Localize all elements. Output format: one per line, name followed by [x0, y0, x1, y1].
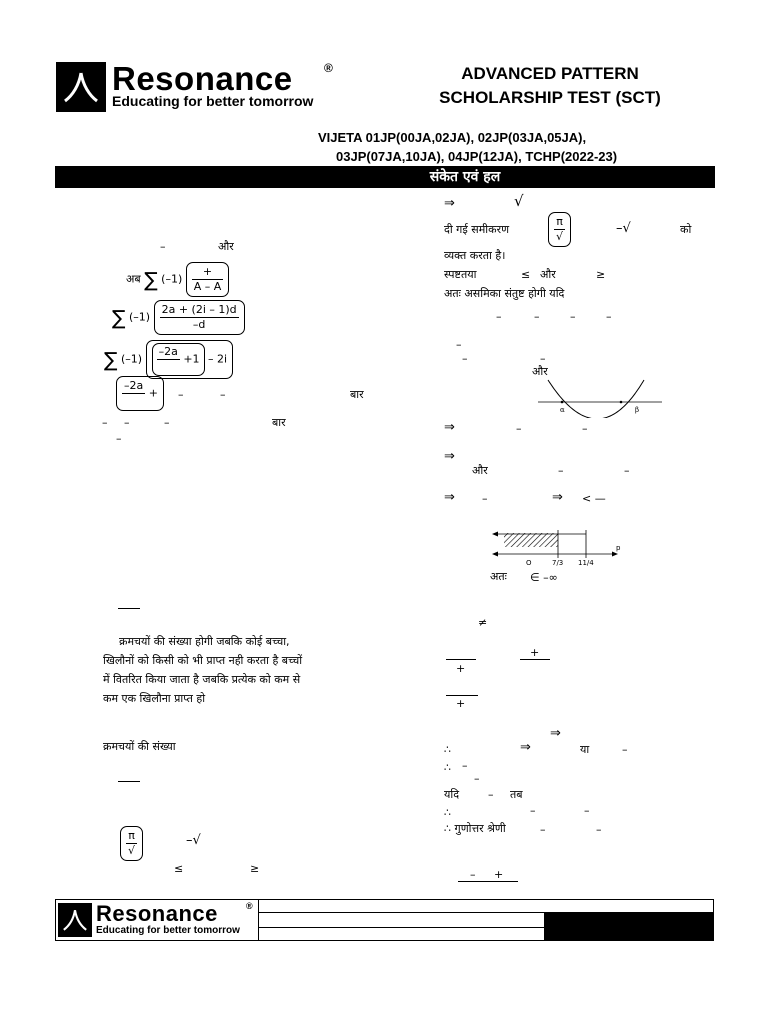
sum-expression-1	[126, 262, 229, 297]
r12-dash: –	[482, 492, 488, 505]
left-minus-sqrt: –√	[186, 833, 201, 848]
expr4-paren	[116, 376, 164, 411]
r14-ne: ≠	[478, 616, 488, 629]
sum3-fraction	[157, 345, 180, 374]
footer-brand: Resonance	[96, 901, 218, 926]
para-line-1: क्रमचयों की संख्या होगी जबकि कोई बच्चा,	[119, 635, 290, 648]
r23-dash-1: –	[540, 823, 546, 836]
arrow-right-icon	[612, 552, 618, 557]
r21-tab: तब	[510, 788, 523, 801]
r2-minus-sqrt: –√	[616, 221, 631, 236]
arrow-left-top-icon	[492, 532, 498, 537]
r23-dash-2: –	[596, 823, 602, 836]
batch-codes-line2: 03JP(07JA,10JA), 04JP(12JA), TCHP(2022-23)	[336, 149, 618, 164]
arrow-left-icon	[492, 552, 498, 557]
l6-dash-1: –	[102, 416, 108, 429]
para-line-3: में वितरित किया जाता है जबकि प्रत्येक को कम से	[103, 673, 301, 686]
r4-le: ≤	[521, 268, 531, 281]
r9-dash-1: –	[516, 422, 522, 435]
alpha-label: α	[560, 406, 565, 414]
r18-ya: या	[580, 743, 590, 756]
r2-pi-expression	[548, 212, 571, 247]
left-pi-fraction	[126, 829, 137, 858]
l6-dash-3: –	[164, 416, 170, 429]
r7-dash-1: –	[456, 338, 462, 351]
resonance-arch-icon	[61, 67, 101, 107]
l1-dash: –	[160, 240, 166, 253]
r18-therefore: ∴	[444, 743, 451, 756]
r19-therefore: ∴	[444, 761, 451, 774]
r18-dash: –	[622, 743, 628, 756]
r9-dash-2: –	[582, 422, 588, 435]
left-pi-paren	[120, 826, 143, 861]
tick-o: O	[526, 559, 532, 567]
l7-dash: –	[116, 432, 122, 445]
r15-fraction-bar-1	[446, 659, 476, 660]
r20-dash: –	[474, 772, 480, 785]
sum-expression-3	[104, 340, 233, 379]
parabola-root-alpha	[561, 401, 564, 404]
r5-atah-line: अतः असमिका संतुष्ट होगी यदि	[444, 287, 565, 300]
r3-vyakt: व्यक्त करता है।	[444, 249, 506, 262]
neg-one-power: (–1)	[120, 352, 143, 366]
para-line-4: कम एक खिलौना प्राप्त हो	[103, 692, 206, 705]
r2-pi-denominator: √	[556, 230, 564, 243]
tick-11-4: 11/4	[578, 559, 594, 567]
r16-plus: +	[456, 697, 466, 710]
r21-yadi: यदि	[444, 788, 460, 801]
neg-one-power: (–1)	[128, 310, 151, 324]
r8-aur: और	[532, 365, 548, 378]
tick-7-3: 7/3	[552, 559, 564, 567]
r22-dash-1: –	[530, 804, 536, 817]
r2-ko: को	[680, 223, 692, 236]
section-band-title: संकेत एवं हल	[429, 169, 501, 185]
sum3-plus-one: +1	[183, 352, 200, 366]
r18-implies: ⇒	[520, 740, 531, 755]
footer-black-block	[544, 912, 713, 940]
shaded-interval	[504, 533, 558, 547]
footer-reg-mark: ®	[246, 901, 254, 911]
expr4-dash-1: –	[178, 388, 184, 401]
footer-divider-vertical	[258, 900, 259, 940]
section-band	[55, 166, 715, 188]
r6-dash-2: –	[534, 310, 540, 323]
sum1-label: अब	[126, 272, 141, 286]
sum1-fraction	[192, 265, 224, 294]
expr4-denominator-blank	[122, 394, 145, 408]
parabola-graph	[538, 378, 662, 418]
l1-and: और	[218, 240, 234, 253]
sum2-numerator: 2a + (2i – 1)d	[161, 303, 237, 316]
sum2-denominator: –d	[192, 318, 206, 331]
footer	[55, 899, 714, 941]
expr4-dash-2: –	[220, 388, 226, 401]
para-line-2: खिलौनों को किसी को भी प्राप्त नही करता है बच्चों	[103, 654, 303, 667]
sum3-inner-paren	[152, 343, 205, 376]
sum-expression-2	[112, 300, 245, 335]
r2-eq-label: दी गई समीकरण	[444, 223, 510, 236]
sum3-paren	[146, 340, 234, 379]
expr4-fraction	[122, 379, 145, 408]
r12-implies-1: ⇒	[444, 490, 455, 505]
r15-plus-1: +	[530, 646, 540, 659]
sum3-numerator: –2a	[158, 345, 178, 358]
brand-name: Resonance	[112, 60, 293, 97]
expression-4	[116, 376, 164, 411]
axis-p-label: p	[616, 544, 621, 552]
r6-dash-3: –	[570, 310, 576, 323]
logo-mark-icon	[56, 62, 106, 112]
r23-gunottar: ∴ गुणोत्तर श्रेणी	[444, 822, 506, 835]
batch-codes-line1: VIJETA 01JP(00JA,02JA), 02JP(03JA,05JA),	[318, 130, 587, 145]
r13-in-inf: ∈ –∞	[530, 571, 558, 584]
r1-implies: ⇒	[444, 196, 455, 211]
permutation-paragraph	[103, 632, 373, 708]
fraction-bar-2	[118, 781, 140, 782]
expr4-plus: +	[148, 386, 158, 400]
r6-dash-1: –	[496, 310, 502, 323]
footer-logo-mark-icon	[58, 903, 92, 937]
parabola-root-beta	[620, 401, 623, 404]
r4-aur: और	[540, 268, 556, 281]
r13-atah: अतः	[490, 570, 507, 583]
sum1-denominator: A – A	[193, 280, 222, 293]
r24-plus: +	[494, 868, 504, 881]
sigma-symbol: ∑	[104, 347, 118, 372]
r11-aur: और	[472, 464, 488, 477]
number-line-graph	[490, 528, 624, 568]
r24-fraction-bar	[458, 881, 518, 882]
r7-dash-3: –	[540, 352, 546, 365]
r2-pi-paren	[548, 212, 571, 247]
neg-one-power: (–1)	[161, 272, 183, 286]
fraction-bar-1	[118, 608, 140, 609]
left-pi-denominator: √	[128, 844, 136, 857]
beta-label: β	[635, 406, 640, 414]
r9-implies: ⇒	[444, 420, 455, 435]
r1-sqrt: √	[514, 192, 524, 210]
r2-pi-fraction	[554, 215, 565, 244]
r21-dash: –	[488, 788, 494, 801]
test-title-line1: ADVANCED PATTERN	[461, 64, 639, 83]
r19-dash: –	[462, 759, 468, 772]
sum3-minus-2i: – 2i	[208, 352, 228, 366]
r4-spasht: स्पष्टतया	[444, 268, 477, 281]
l6-dash-2: –	[124, 416, 130, 429]
r10-implies: ⇒	[444, 449, 455, 464]
left-pi-numerator: π	[126, 829, 137, 844]
expr4-baar: बार	[350, 388, 364, 401]
footer-tagline: Educating for better tomorrow	[96, 925, 240, 936]
test-title	[410, 62, 690, 110]
r17-implies: ⇒	[550, 726, 561, 741]
sum3-denominator-blank	[157, 360, 180, 374]
r12-implies-2: ⇒	[552, 490, 563, 505]
r22-therefore: ∴	[444, 806, 451, 819]
r15-plus-2: +	[456, 662, 466, 675]
sum2-fraction	[160, 303, 239, 332]
left-pi-expression	[120, 826, 143, 861]
test-title-line2: SCHOLARSHIP TEST (SCT)	[439, 88, 661, 107]
r4-ge: ≥	[596, 268, 606, 281]
sum1-paren	[186, 262, 230, 297]
l6-baar: बार	[272, 416, 286, 429]
header-logo	[56, 62, 346, 112]
r22-dash-2: –	[584, 804, 590, 817]
sum1-numerator: +	[192, 265, 224, 280]
r24-dash: –	[470, 868, 476, 881]
r11-dash-1: –	[558, 464, 564, 477]
footer-arch-icon	[61, 906, 89, 934]
sum2-paren	[154, 300, 245, 335]
sigma-symbol: ∑	[144, 267, 158, 292]
r6-dash-4: –	[606, 310, 612, 323]
left-ge: ≥	[250, 862, 260, 875]
r2-pi-numerator: π	[554, 215, 565, 230]
brand-reg-mark: ®	[324, 61, 334, 75]
left-le: ≤	[174, 862, 184, 875]
r7-dash-2: –	[462, 352, 468, 365]
sigma-symbol: ∑	[112, 305, 126, 330]
r12-lt-dash: < —	[582, 492, 606, 505]
expr4-numerator: –2a	[124, 379, 144, 392]
permutation-count-label: क्रमचयों की संख्या	[103, 740, 176, 753]
r11-dash-2: –	[624, 464, 630, 477]
r16-fraction-bar	[446, 695, 478, 696]
brand-tagline: Educating for better tomorrow	[112, 93, 314, 109]
